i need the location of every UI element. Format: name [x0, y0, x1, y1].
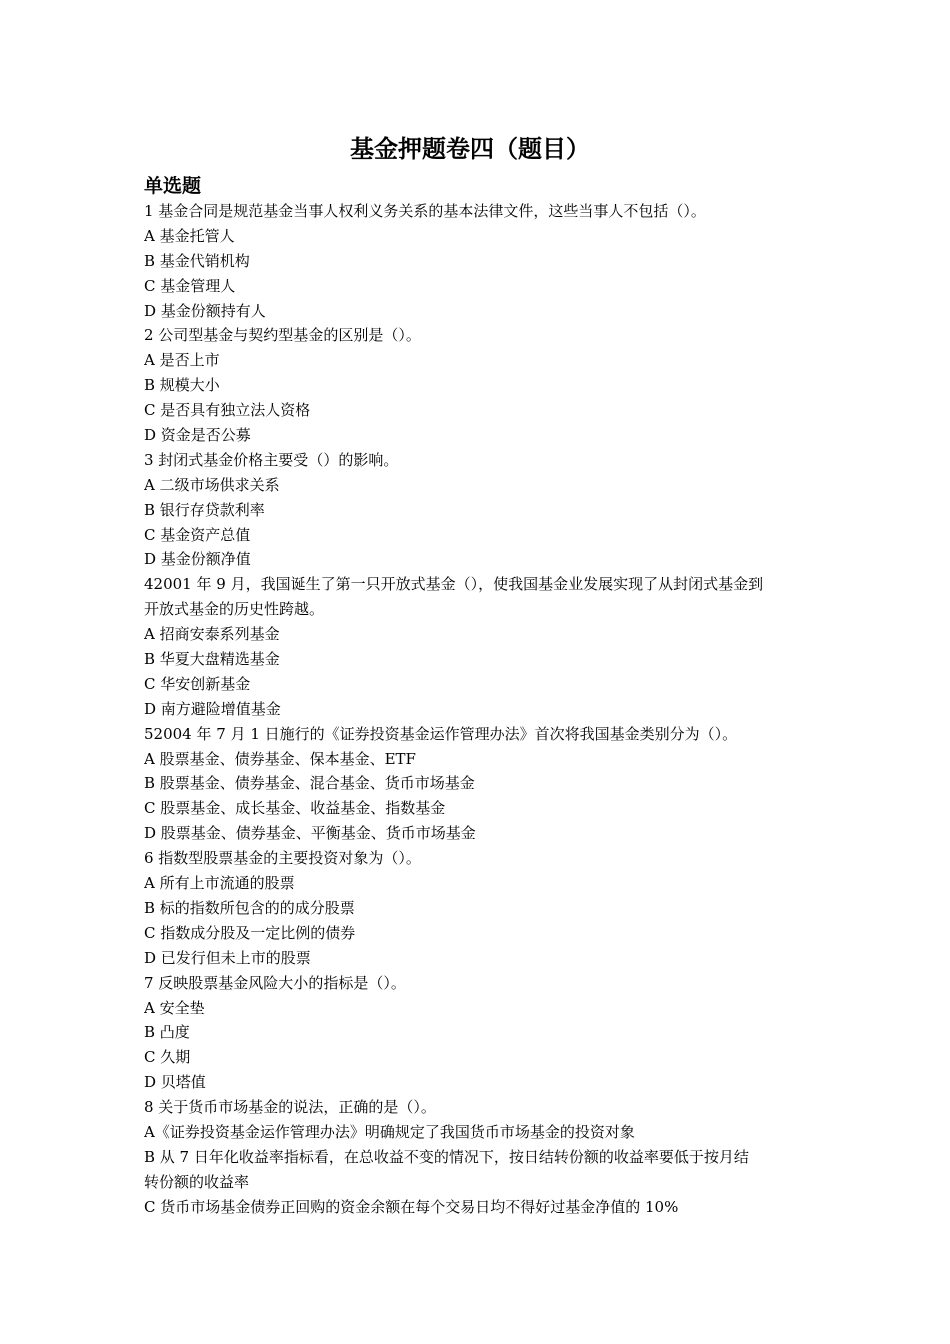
answer-option: C 是否具有独立法人资格	[144, 401, 311, 420]
answer-option: A 二级市场供求关系	[144, 475, 280, 494]
answer-option: B 规模大小	[144, 376, 220, 395]
answer-option: B 基金代销机构	[144, 251, 250, 270]
answer-option: A 所有上市流通的股票	[144, 874, 295, 893]
question-text: 转份额的收益率	[144, 1172, 250, 1191]
answer-option: D 贝塔值	[144, 1073, 206, 1092]
answer-option: B 标的指数所包含的的成分股票	[144, 898, 355, 917]
answer-option: C 华安创新基金	[144, 674, 251, 693]
question-text: 2 公司型基金与契约型基金的区别是（）。	[144, 326, 421, 345]
question-text: 8 关于货币市场基金的说法，正确的是（）。	[144, 1098, 436, 1117]
document-title: 基金押题卷四（题目）	[350, 135, 590, 163]
answer-option: B 凸度	[144, 1023, 190, 1042]
section-heading: 单选题	[144, 175, 202, 197]
document-body	[144, 199, 816, 1220]
answer-option: C 股票基金、成长基金、收益基金、指数基金	[144, 799, 446, 818]
question-text: 52004 年 7 月 1 日施行的《证券投资基金运作管理办法》首次将我国基金类别分为（）。	[144, 724, 738, 743]
answer-option: C 指数成分股及一定比例的债券	[144, 923, 356, 942]
question-text: 7 反映股票基金风险大小的指标是（）。	[144, 973, 406, 992]
answer-option: B 华夏大盘精选基金	[144, 650, 280, 669]
answer-option: A 基金托管人	[144, 226, 235, 245]
question-text: 1 基金合同是规范基金当事人权利义务关系的基本法律文件，这些当事人不包括（）。	[144, 202, 706, 220]
answer-option: D 南方避险增值基金	[144, 699, 281, 718]
answer-option: B 股票基金、债券基金、混合基金、货币市场基金	[144, 774, 475, 793]
answer-option: A 安全垫	[144, 998, 205, 1017]
question-text: 6 指数型股票基金的主要投资对象为（）。	[144, 849, 421, 868]
answer-option: C 久期	[144, 1048, 191, 1067]
answer-option: D 基金份额净值	[144, 550, 251, 569]
answer-option: A 是否上市	[144, 351, 220, 370]
answer-option: C 货币市场基金债券正回购的资金余额在每个交易日均不得好过基金净值的 10%	[144, 1197, 679, 1216]
answer-option: C 基金管理人	[144, 276, 236, 295]
answer-option: B 银行存贷款利率	[144, 500, 265, 519]
answer-option: D 资金是否公募	[144, 426, 251, 445]
question-text: 42001 年 9 月，我国诞生了第一只开放式基金（），使我国基金业发展实现了从封闭式基金到	[144, 575, 764, 594]
answer-option: A 招商安泰系列基金	[144, 625, 280, 644]
answer-option: A 股票基金、债券基金、保本基金、ETF	[144, 749, 416, 768]
answer-option: A《证券投资基金运作管理办法》明确规定了我国货币市场基金的投资对象	[144, 1122, 635, 1141]
question-text: 开放式基金的历史性跨越。	[144, 600, 325, 619]
answer-option: D 基金份额持有人	[144, 301, 266, 320]
answer-option: B 从 7 日年化收益率指标看，在总收益不变的情况下，按日结转份额的收益率要低于按月结	[144, 1147, 749, 1166]
question-text: 3 封闭式基金价格主要受（）的影响。	[144, 450, 399, 469]
answer-option: D 已发行但未上市的股票	[144, 948, 311, 967]
answer-option: D 股票基金、债券基金、平衡基金、货币市场基金	[144, 824, 476, 843]
answer-option: C 基金资产总值	[144, 525, 251, 544]
